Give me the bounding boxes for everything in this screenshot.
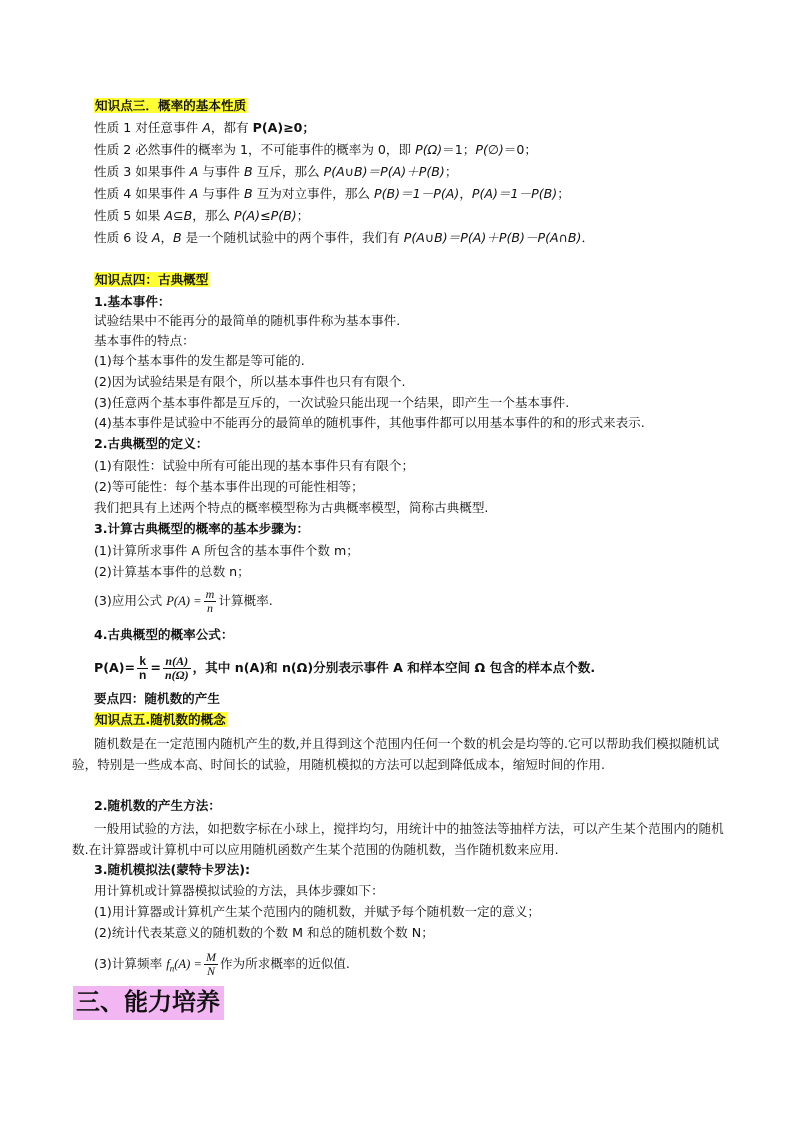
text-line: (3)任意两个基本事件都是互斥的，一次试验只能出现一个结果，即产生一个基本事件. <box>94 395 570 410</box>
text-line: (2)统计代表某意义的随机数的个数 M 和总的随机数个数 N； <box>94 925 434 940</box>
highlighted-heading: 知识点四：古典概型 <box>95 272 209 287</box>
fraction-m-over-n: $\frac{m}{n}$ <box>205 587 215 615</box>
text-line: (1)计算所求事件 A 所包含的基本事件个数 m； <box>94 543 359 558</box>
property-6: 性质 6 设 A，B 是一个随机试验中的两个事件，我们有 P(A∪B)＝P(A)＋P(B)－P(A∩B)． <box>94 230 595 245</box>
heading-property <box>94 97 247 115</box>
paragraph-generation: 一般用试验的方法，如把数字标在小球上，搅拌均匀，用统计中的抽签法等抽样方法，可以产生某个范围内的随机数.在计算器或计算机中可以应用随机函数产生某个范围的伪随机数，当作随机数来应用. <box>72 821 724 857</box>
subheading-monte-carlo: 3.随机模拟法(蒙特卡罗法): <box>94 862 251 877</box>
property-3: 性质 3 如果事件 A 与事件 B 互斥，那么 P(A∪B)＝P(A)＋P(B)； <box>94 164 458 179</box>
section-title-ability: 三、能力培养 <box>73 986 224 1020</box>
paragraph-random-number: 随机数是在一定范围内随机产生的数,并且得到这个范围内任何一个数的机会是均等的.它可以帮助我们模拟随机试验，特别是一些成本高、时间长的试验，用随机模拟的方法可以起到降低成本，缩短时间的作用. <box>72 736 720 772</box>
text-line: 用计算机或计算器模拟试验的方法，具体步骤如下： <box>94 883 384 898</box>
key-point-heading: 要点四：随机数的产生 <box>94 691 220 706</box>
text-line: 试验结果中不能再分的最简单的随机事件称为基本事件. <box>94 313 401 328</box>
fraction-k-over-n: $\frac{k}{n}$ <box>139 654 147 682</box>
text-line: (4)基本事件是试验中不能再分的最简单的随机事件，其他事件都可以用基本事件的和的形式来表示. <box>94 415 645 430</box>
subheading-steps: 3.计算古典概型的概率的基本步骤为： <box>94 521 310 536</box>
formula-line-3: (3)计算频率 $f_n(A)$ = $\frac{M}{N}$ 作为所求概率的近似值. <box>94 950 350 978</box>
property-2: 性质 2 必然事件的概率为 1，不可能事件的概率为 0，即 P(Ω)＝1；P(∅)＝0； <box>94 142 537 157</box>
fraction-nA-over-nOmega: $\frac{n(A)}{n(\Omega)}$ <box>164 654 189 682</box>
highlighted-heading: 知识点三．概率的基本性质 <box>95 98 247 113</box>
property-4: 性质 4 如果事件 A 与事件 B 互为对立事件，那么 P(B)＝1－P(A)，P(A)＝1－P(B)； <box>94 186 570 201</box>
subheading-definition: 2.古典概型的定义： <box>94 436 209 451</box>
subheading-formula: 4.古典概型的概率公式： <box>94 627 234 642</box>
formula-line-1: (3)应用公式 P(A) = $\frac{m}{n}$ 计算概率. <box>94 587 273 615</box>
highlighted-heading: 知识点五.随机数的概念 <box>95 712 226 727</box>
formula-line-2: P(A)= $\frac{k}{n}$ = $\frac{n(A)}{n(\Omega)}$ ，其中 n(A)和 n(Ω)分别表示事件 A 和样本空间 Ω 包含的样本点个数. <box>94 654 596 682</box>
heading-classical <box>94 271 209 289</box>
text-line: (1)每个基本事件的发生都是等可能的. <box>94 353 305 368</box>
text-line: (1)有限性：试验中所有可能出现的基本事件只有有限个； <box>94 458 415 473</box>
fraction-M-over-N: $\frac{M}{N}$ <box>205 950 216 978</box>
subheading-basic-event: 1.基本事件： <box>94 294 171 309</box>
property-1: 性质 1 对任意事件 A，都有 P(A)≥0； <box>94 120 316 135</box>
text-line: 我们把具有上述两个特点的概率模型称为古典概率模型，简称古典概型. <box>94 500 489 515</box>
text-line: (2)计算基本事件的总数 n； <box>94 564 250 579</box>
property-5: 性质 5 如果 A⊆B，那么 P(A)≤P(B)； <box>94 208 310 223</box>
heading-random-number <box>94 711 227 729</box>
text-line: 基本事件的特点： <box>94 333 195 348</box>
subheading-generation: 2.随机数的产生方法： <box>94 798 221 813</box>
text-line: (2)因为试验结果是有限个，所以基本事件也只有有限个. <box>94 374 406 389</box>
text-line: (1)用计算器或计算机产生某个范围内的随机数，并赋予每个随机数一定的意义； <box>94 904 541 919</box>
text-line: (2)等可能性：每个基本事件出现的可能性相等； <box>94 479 364 494</box>
